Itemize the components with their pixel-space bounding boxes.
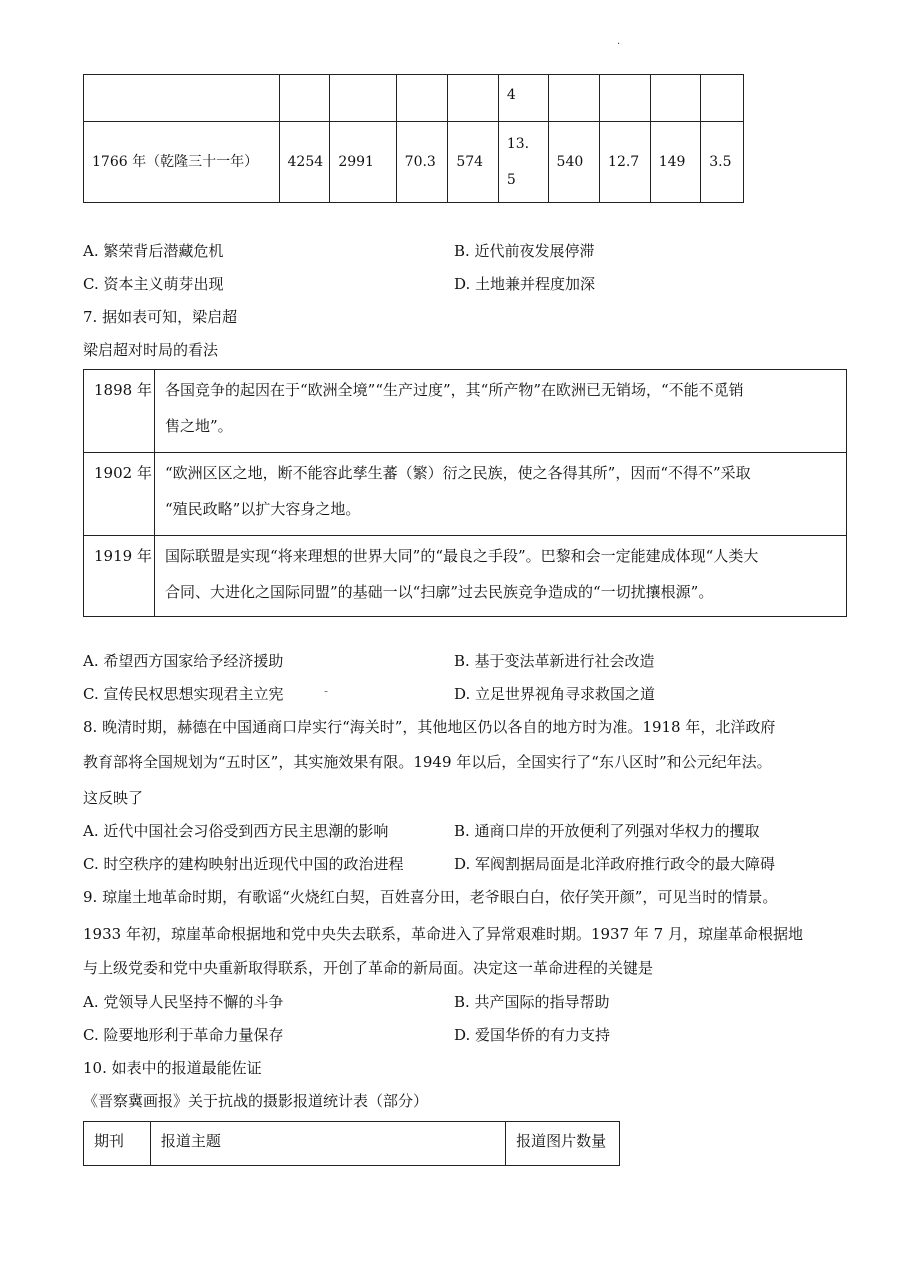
table-row [84, 536, 847, 617]
header-cell: 报道主题 [150, 1122, 505, 1166]
page-dot: . [617, 36, 621, 47]
table-cell: 70.3 [396, 122, 448, 203]
year-cell: 1919 年 [84, 536, 155, 617]
question-8-line: 这反映了 [83, 789, 144, 807]
view-cell: “欧洲区区之地，断不能容此孳生蕃（繁）衍之民族，使之各得其所”，因而“不得不”采取 “殖民政略”以扩大容身之地。 [155, 453, 847, 536]
question-9-line: 与上级党委和党中央重新取得联系，开创了革命的新局面。决定这一革命进程的关键是 [83, 959, 654, 977]
table-cell [600, 75, 651, 122]
view-cell: 各国竞争的起因在于“欧洲全境”“生产过度”，其“所产物”在欧洲已无销场，“不能不觅销 售之地”。 [155, 370, 847, 453]
table-cell [650, 75, 701, 122]
option-b[interactable]: B. 共产国际的指导帮助 [454, 993, 610, 1011]
option-a[interactable]: A. 希望西方国家给予经济援助 [83, 652, 284, 670]
table-cell: 1766 年（乾隆三十一年） [84, 122, 280, 203]
option-a[interactable]: A. 繁荣背后潜藏危机 [83, 242, 224, 260]
table-cell [330, 75, 396, 122]
table-cell [448, 75, 499, 122]
table-cell: 12.7 [600, 122, 651, 203]
option-d[interactable]: D. 土地兼并程度加深 [454, 275, 596, 293]
table-cell: 13.5 [498, 122, 548, 203]
table-row [84, 453, 847, 536]
table-cell: 4254 [279, 122, 330, 203]
table-header-row [84, 1122, 620, 1166]
table-cell: 574 [448, 122, 499, 203]
option-a[interactable]: A. 近代中国社会习俗受到西方民主思潮的影响 [83, 822, 389, 840]
table-row [84, 75, 744, 122]
liang-qichao-views-table [83, 369, 847, 617]
option-b[interactable]: B. 通商口岸的开放便利了列强对华权力的攫取 [454, 822, 760, 840]
table-cell [548, 75, 600, 122]
table-cell [396, 75, 448, 122]
table-cell [701, 75, 744, 122]
option-c[interactable]: C. 险要地形利于革命力量保存 [83, 1026, 284, 1044]
table-title: 梁启超对时局的看法 [83, 341, 219, 359]
header-cell: 期刊 [84, 1122, 151, 1166]
table-row [84, 122, 744, 203]
option-a[interactable]: A. 党领导人民坚持不懈的斗争 [83, 993, 284, 1011]
table-cell: 2991 [330, 122, 396, 203]
question-8-line: 8. 晚清时期，赫德在中国通商口岸实行“海关时”，其他地区仍以各自的地方时为准。1918 年，北洋政府 [83, 718, 776, 736]
year-cell: 1898 年 [84, 370, 155, 453]
option-b[interactable]: B. 基于变法革新进行社会改造 [454, 652, 655, 670]
option-c[interactable]: C. 宣传民权思想实现君主立宪 [83, 685, 284, 703]
table-cell: 3.5 [701, 122, 744, 203]
table-cell: 540 [548, 122, 600, 203]
option-c[interactable]: C. 时空秩序的建构映射出近现代中国的政治进程 [83, 855, 404, 873]
question-7-stem: 7. 据如表可知，梁启超 [83, 308, 238, 326]
table-cell: 149 [650, 122, 701, 203]
photo-report-table [83, 1121, 620, 1166]
question-9-line: 1933 年初，琼崖革命根据地和党中央失去联系，革命进入了异常艰难时期。1937 年 7 月，琼崖革命根据地 [83, 925, 803, 943]
stray-mark: - [324, 684, 329, 698]
option-d[interactable]: D. 立足世界视角寻求救国之道 [454, 685, 656, 703]
table-cell: 4 [498, 75, 548, 122]
header-cell: 报道图片数量 [506, 1122, 620, 1166]
table-title: 《晋察冀画报》关于抗战的摄影报道统计表（部分） [83, 1092, 429, 1110]
table-row [84, 370, 847, 453]
view-cell: 国际联盟是实现“将来理想的世界大同”的“最良之手段”。巴黎和会一定能建成体现“人类大 合同、大进化之国际同盟”的基础一以“扫廓”过去民族竞争造成的“一切扰攘根源”。 [155, 536, 847, 617]
land-statistics-table [83, 74, 744, 203]
option-d[interactable]: D. 爱国华侨的有力支持 [454, 1026, 611, 1044]
question-10-stem: 10. 如表中的报道最能佐证 [83, 1059, 262, 1077]
option-b[interactable]: B. 近代前夜发展停滞 [454, 242, 595, 260]
question-9-line: 9. 琼崖土地革命时期，有歌谣“火烧红白契，百姓喜分田，老爷眼白白，依仔笑开颜”，可见当时的情景。 [83, 888, 778, 906]
table-cell [84, 75, 280, 122]
option-c[interactable]: C. 资本主义萌芽出现 [83, 275, 224, 293]
table-cell [279, 75, 330, 122]
year-cell: 1902 年 [84, 453, 155, 536]
question-8-line: 教育部将全国规划为“五时区”，其实施效果有限。1949 年以后，全国实行了“东八区时”和公元纪年法。 [83, 753, 772, 771]
option-d[interactable]: D. 军阀割据局面是北洋政府推行政令的最大障碍 [454, 855, 776, 873]
